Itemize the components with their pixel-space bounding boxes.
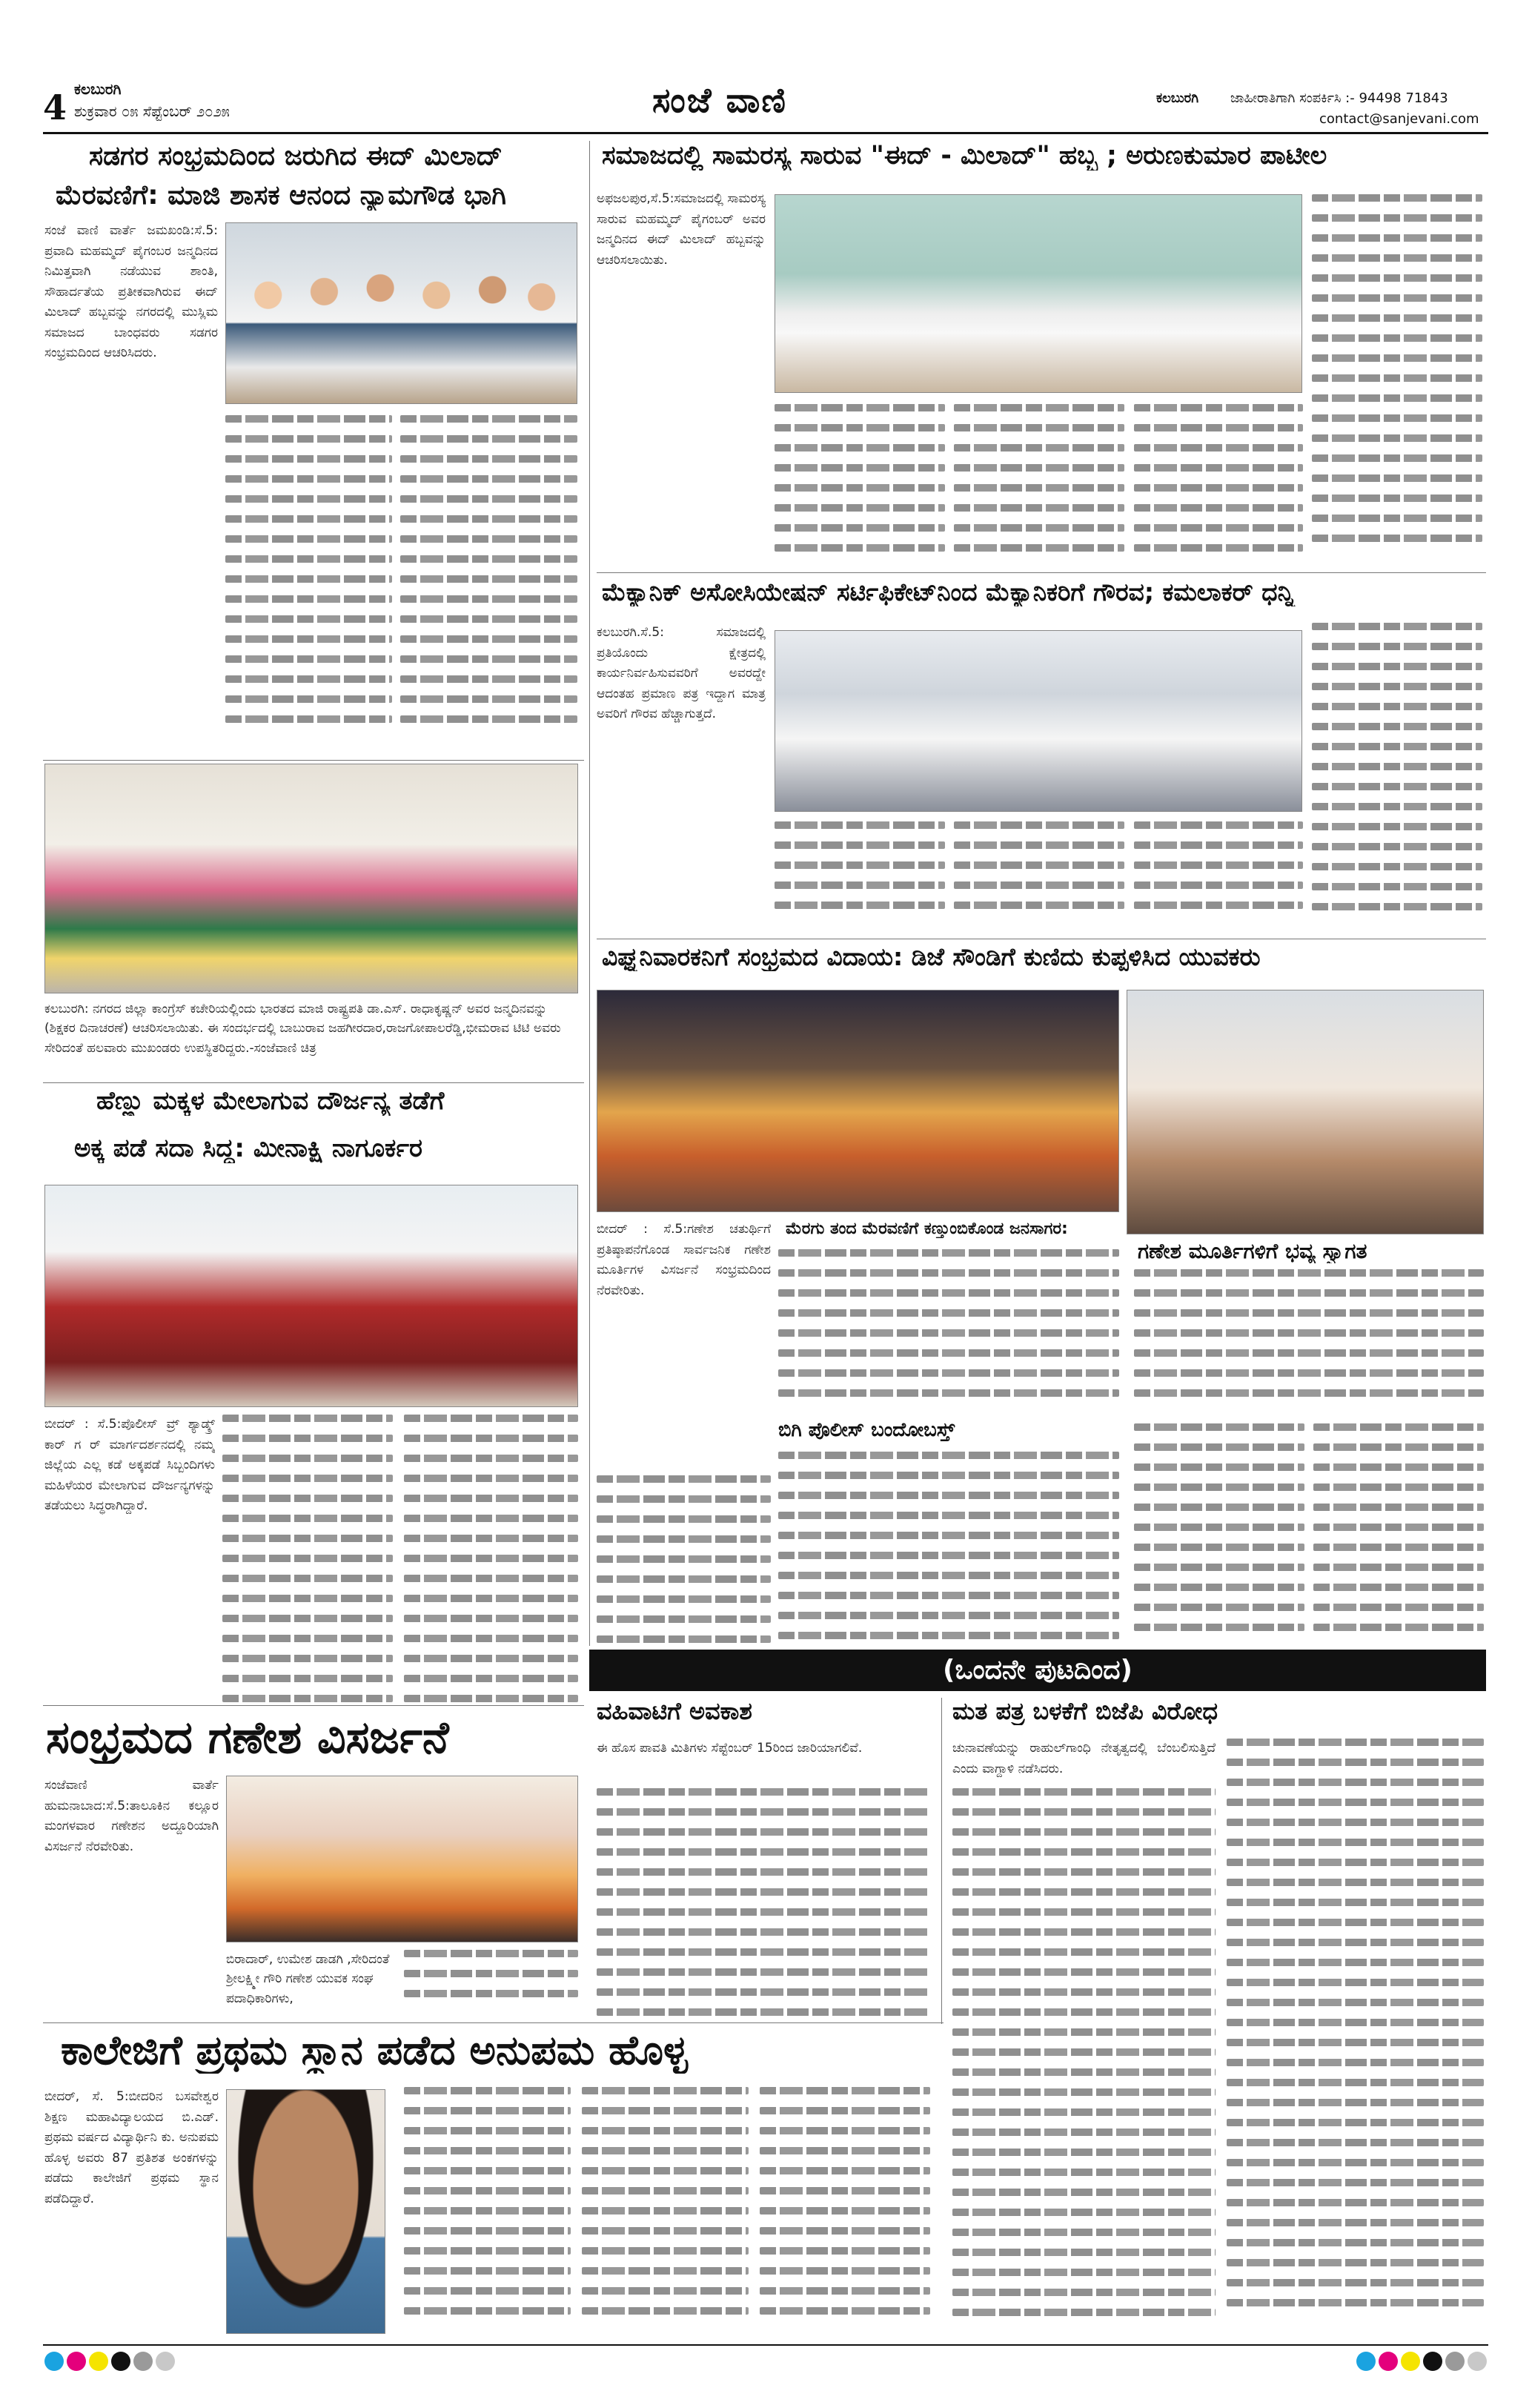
ganesha-visarjane-photo	[226, 1776, 578, 1942]
girls-safety-headline-2: ಅಕ್ಕ ಪಡೆ ಸದಾ ಸಿದ್ದ: ಮೀನಾಕ್ಷಿ ನಾಗೂರ್ಕರ	[74, 1134, 422, 1163]
eid-mahagaon-lead: ಸಂಜೆ ವಾಣಿ ವಾರ್ತೆ ಜಮಖಂಡಿ:ಸೆ.5: ಪ್ರವಾದಿ ಮಹಮ್ಮದ್ ಪೈಗಂಬರ ಜನ್ಮದಿನದ ನಿಮಿತ್ತವಾಗಿ ನಡೆಯುವ ಶಾಂತಿ, ಸೌಹಾರ್ದತೆಯ ಪ್ರತೀಕವಾಗಿರುವ ಈದ್ ಮಿಲಾದ್ ಹಬ್ಬವನ್ನು ನಗರದಲ್ಲಿ ಮುಸ್ಲಿಮ ಸಮಾಜದ ಬಾಂಧವರು ಸಡಗರ ಸಂಭ್ರಮದಿಂದ ಆಚರಿಸಿದರು.	[44, 223, 218, 361]
vighna-text-col6	[1313, 1423, 1484, 1646]
eid-mahagaon-headline-2: ಮೆರವಣಿಗೆ: ಮಾಜಿ ಶಾಸಕ ಆನಂದ ನ್ಯಾಮಗೌಡ ಭಾಗಿ	[56, 180, 506, 211]
girls-safety-text-col3	[404, 1415, 578, 1726]
vahivatu-headline: ವಹಿವಾಟಿಗೆ ಅವಕಾಶ	[597, 1698, 752, 1725]
header-right-city: ಕಲಬುರಗಿ	[1156, 90, 1199, 106]
anupama-portrait	[226, 2089, 385, 2334]
header-rule	[43, 132, 1488, 134]
cmyk-dot-gray	[133, 2352, 153, 2371]
ads-contact-label: ಜಾಹೀರಾತಿಗಾಗಿ ಸಂಪರ್ಕಿಸಿ :- 94498 71843	[1230, 90, 1448, 106]
section-divider-4	[43, 2022, 944, 2023]
mechanic-text-col5	[1312, 623, 1482, 934]
vighna-subhead-procession: ಮೆರಗು ತಂದ ಮೆರವಣಿಗೆ ಕಣ್ತುಂಬಿಕೊಂಡ ಜನಸಾಗರ:	[786, 1220, 1068, 1238]
cmyk-dot-cyan	[44, 2352, 64, 2371]
ganesha-visarjane-text-col3	[404, 1950, 578, 2020]
samarasya-lead: ಅಫಜಲಪುರ,ಸೆ.5:ಸಮಾಜದಲ್ಲಿ ಸಾಮರಸ್ಯ ಸಾರುವ ಮಹಮ್ಮದ್ ಪೈಗಂಬರ್ ಅವರ ಜನ್ಮದಿನದ ಈದ್ ಮಿಲಾದ್ ಹಬ್ಬವನ್ನು ಆಚರಿಸಲಾಯಿತು.	[597, 191, 766, 268]
continued-from-front-page-label: (ಒಂದನೇ ಪುಟದಿಂದ)	[589, 1650, 1486, 1691]
teachers-day-photo	[44, 764, 578, 993]
vighna-photo-main	[597, 990, 1119, 1212]
mechanic-photo	[775, 630, 1302, 812]
anupama-text-col4	[582, 2087, 749, 2335]
samarasya-text-col5	[1312, 194, 1482, 569]
contact-email: contact@sanjevani.com	[1319, 111, 1479, 127]
section-divider-3	[43, 1705, 584, 1706]
vighna-subhead-welcome: ಗಣೇಶ ಮೂರ್ತಿಗಳಿಗೆ ಭವ್ಯ ಸ್ವಾಗತ	[1138, 1240, 1367, 1263]
samarasya-headline: ಸಮಾಜದಲ್ಲಿ ಸಾಮರಸ್ಯ ಸಾರುವ "ಈದ್ - ಮಿಲಾದ್" ಹಬ್ಬ ; ಅರುಣಕುಮಾರ ಪಾಟೀಲ	[602, 141, 1327, 171]
cmyk-dot-magenta-right	[1379, 2352, 1398, 2371]
page-number: 4	[43, 87, 67, 128]
ganesha-visarjane-caption: ಬಿರಾದಾರ್, ಉಮೇಶ ಡಾಡಗಿ ,ಸೇರಿದಂತೆ ಶ್ರೀಲಕ್ಷ್ಮೀ ಗೌರಿ ಗಣೇಶ ಯುವಕ ಸಂಘ ಪದಾಧಿಕಾರಿಗಳು,	[226, 1952, 390, 2006]
vighna-headline: ವಿಘ್ನನಿವಾರಕನಿಗೆ ಸಂಭ್ರಮದ ವಿದಾಯ: ಡಿಜೆ ಸೌಂಡಿಗೆ ಕುಣಿದು ಕುಪ್ಪಳಿಸಿದ ಯುವಕರು	[602, 943, 1261, 971]
eid-mahagaon-text-col3	[400, 415, 577, 749]
anupama-lead: ಬೀದರ್, ಸೆ. 5:ಬೀದರಿನ ಬಸವೇಶ್ವರ ಶಿಕ್ಷಣ ಮಹಾವಿದ್ಯಾಲಯದ ಬಿ.ಎಡ್. ಪ್ರಥಮ ವರ್ಷದ ವಿದ್ಯಾರ್ಥಿನಿ ಕು. ಅನುಪಮ ಹೊಳ್ಳ ಅವರು 87 ಪ್ರತಿಶತ ಅಂಕಗಳನ್ನು ಪಡೆದು ಕಾಲೇಜಿಗೆ ಪ್ರಥಮ ಸ್ಥಾನ ಪಡೆದಿದ್ದಾರೆ.	[44, 2089, 219, 2206]
column-divider-main	[589, 141, 590, 1646]
cmyk-dot-gray-right	[1445, 2352, 1465, 2371]
footer-rule	[43, 2344, 1488, 2346]
vighna-subhead-police: ಬಿಗಿ ಪೊಲೀಸ್ ಬಂದೋಬಸ್ತ್	[778, 1420, 955, 1441]
cmyk-dot-lightgray	[156, 2352, 175, 2371]
section-divider-2	[43, 1082, 584, 1083]
cmyk-dot-yellow	[89, 2352, 108, 2371]
girls-safety-headline-1: ಹೆಣ್ಣು ಮಕ್ಕಳ ಮೇಲಾಗುವ ದೌರ್ಜನ್ಯ ತಡೆಗೆ	[96, 1087, 445, 1116]
section-divider-1	[43, 760, 584, 761]
header-city: ಕಲಬುರಗಿ	[74, 80, 122, 98]
eid-mahagaon-photo	[225, 222, 577, 404]
samarasya-photo	[775, 194, 1302, 393]
header-date: ಶುಕ್ರವಾರ ೦೫ ಸೆಪ್ಟೆಂಬರ್ ೨೦೨೫	[74, 102, 230, 120]
anupama-text-col3	[404, 2087, 571, 2335]
column-divider-bottom	[941, 1698, 942, 2024]
ganesha-visarjane-lead: ಸಂಜೆವಾಣಿ ವಾರ್ತೆ ಹುಮನಾಬಾದ:ಸೆ.5:ತಾಲೂಕಿನ ಕಲ್ಲೂರ ಮಂಗಳವಾರ ಗಣೇಶನ ಅದ್ದೂರಿಯಾಗಿ ವಿಸರ್ಜನೆ ನೆರವೇರಿತು.	[44, 1778, 219, 1854]
girls-safety-lead: ಬೀದರ್ : ಸೆ.5:ಪೊಲೀಸ್ ವ್ರ್ ಶ್ಯಾಡ್ಕ್ರ್ ಕಾರ್ ಗ ರ್ ಮಾರ್ಗದರ್ಶನದಲ್ಲಿ ನಮ್ಮ ಜಿಲ್ಲೆಯ ಎಲ್ಲ ಕಡೆ ಅಕ್ಕಪಡೆ ಸಿಬ್ಬಂದಿಗಳು ಮಹಿಳೆಯರ ಮೇಲಾಗುವ ದೌರ್ಜನ್ಯಗಳನ್ನು ತಡೆಯಲು ಸಿದ್ಧರಾಗಿದ್ದಾರೆ.	[44, 1417, 215, 1514]
eid-mahagaon-text-col2	[225, 415, 392, 749]
girls-safety-text-col2	[222, 1415, 393, 1726]
girls-safety-photo	[44, 1185, 578, 1407]
bjp-text-col1	[952, 1788, 1216, 2337]
anupama-headline: ಕಾಲೇಜಿಗೆ ಪ್ರಥಮ ಸ್ಥಾನ ಪಡೆದ ಅನುಪಮ ಹೊಳ್ಳ	[61, 2028, 688, 2074]
bjp-text-col2	[1227, 1739, 1484, 2335]
vighna-photo-side	[1127, 990, 1484, 1234]
anupama-text-col5	[760, 2087, 930, 2335]
cmyk-dot-black	[111, 2352, 130, 2371]
vighna-text-col1b	[597, 1475, 771, 1653]
samarasya-text-col4	[1134, 404, 1303, 575]
cmyk-dot-yellow-right	[1401, 2352, 1420, 2371]
vighna-lead: ಬೀದರ್ : ಸೆ.5:ಗಣೇಶ ಚತುರ್ಥಿಗೆ ಪ್ರತಿಷ್ಠಾಪನೆಗೊಂಡ ಸಾರ್ವಜನಿಕ ಗಣೇಶ ಮೂರ್ತಿಗಳ ವಿಸರ್ಜನೆ ಸಂಭ್ರಮದಿಂದ ನೆರವೇರಿತು.	[597, 1222, 771, 1298]
cmyk-dot-lightgray-right	[1468, 2352, 1487, 2371]
ganesha-visarjane-headline: ಸಂಭ್ರಮದ ಗಣೇಶ ವಿಸರ್ಜನೆ	[46, 1713, 449, 1764]
cmyk-dot-black-right	[1423, 2352, 1442, 2371]
samarasya-text-col3	[954, 404, 1124, 575]
mechanic-text-col3	[954, 821, 1124, 933]
vighna-text-col5	[1134, 1423, 1304, 1646]
vighna-text-col4	[1134, 1269, 1484, 1410]
bjp-lead: ಚುನಾವಣೆಯನ್ನು ರಾಹುಲ್‌ಗಾಂಧಿ ನೇತೃತ್ವದಲ್ಲಿ ಬೆಂಬಲಿಸುತ್ತಿದೆ ಎಂದು ವಾಗ್ದಾಳಿ ನಡೆಸಿದರು.	[952, 1741, 1216, 1776]
vahivatu-lead: ಈ ಹೊಸ ಪಾವತಿ ಮಿತಿಗಳು ಸೆಪ್ಟೆಂಬರ್ 15ರಿಂದ ಜಾರಿಯಾಗಲಿವೆ.	[597, 1741, 863, 1756]
cmyk-dot-magenta	[67, 2352, 86, 2371]
vahivatu-text	[597, 1788, 930, 2025]
vighna-text-col3	[778, 1452, 1119, 1652]
cmyk-dot-cyan-right	[1356, 2352, 1376, 2371]
bjp-headline: ಮತ ಪತ್ರ ಬಳಕೆಗೆ ಬಿಜೆಪಿ ವಿರೋಧ	[952, 1698, 1218, 1725]
vighna-text-col2	[778, 1249, 1119, 1412]
masthead: ಸಂಜೆ ವಾಣಿ	[652, 80, 787, 120]
mechanic-text-col2	[775, 821, 945, 933]
samarasya-text-col2	[775, 404, 945, 575]
eid-mahagaon-headline-1: ಸಡಗರ ಸಂಭ್ರಮದಿಂದ ಜರುಗಿದ ಈದ್ ಮಿಲಾದ್	[89, 141, 503, 171]
teachers-day-caption: ಕಲಬುರಗಿ: ನಗರದ ಜಿಲ್ಲಾ ಕಾಂಗ್ರೆಸ್ ಕಚೇರಿಯಲ್ಲಿಂದು ಭಾರತದ ಮಾಜಿ ರಾಷ್ಟ್ರಪತಿ ಡಾ.ಎಸ್. ರಾಧಾಕೃಷ್ಣನ್ ಅವರ ಜನ್ಮದಿನವನ್ನು (ಶಿಕ್ಷಕರ ದಿನಾಚರಣೆ) ಆಚರಿಸಲಾಯಿತು. ಈ ಸಂದರ್ಭದಲ್ಲಿ ಬಾಬುರಾವ ಜಹಗೀರದಾರ,ರಾಜಗೋಪಾಲರೆಡ್ಡಿ,ಭೀಮರಾವ ಟಿಟಿ ಅವರು ಸೇರಿದಂತೆ ಹಲವಾರು ಮುಖಂಡರು ಉಪಸ್ಥಿತರಿದ್ದರು.-ಸಂಜೆವಾಣಿ ಚಿತ್ರ	[44, 1002, 561, 1056]
mechanic-headline: ಮೆಕ್ಯಾನಿಕ್ ಅಸೋಸಿಯೇಷನ್ ಸರ್ಟಿಫಿಕೇಟ್‌ನಿಂದ ಮೆಕ್ಯಾನಿಕರಿಗೆ ಗೌರವ; ಕಮಲಾಕರ್ ಧನ್ನಿ	[602, 578, 1295, 606]
mechanic-lead: ಕಲಬುರಗಿ.ಸೆ.5: ಸಮಾಜದಲ್ಲಿ ಪ್ರತಿಯೊಂದು ಕ್ಷೇತ್ರದಲ್ಲಿ ಕಾರ್ಯನಿರ್ವಹಿಸುವವರಿಗೆ ಅವರದ್ದೇ ಆದಂತಹ ಪ್ರಮಾಣ ಪತ್ರ ಇದ್ದಾಗ ಮಾತ್ರ ಅವರಿಗೆ ಗೌರವ ಹೆಚ್ಚಾಗುತ್ತದೆ.	[597, 625, 766, 722]
section-divider-5	[597, 572, 1486, 573]
mechanic-text-col4	[1134, 821, 1303, 933]
